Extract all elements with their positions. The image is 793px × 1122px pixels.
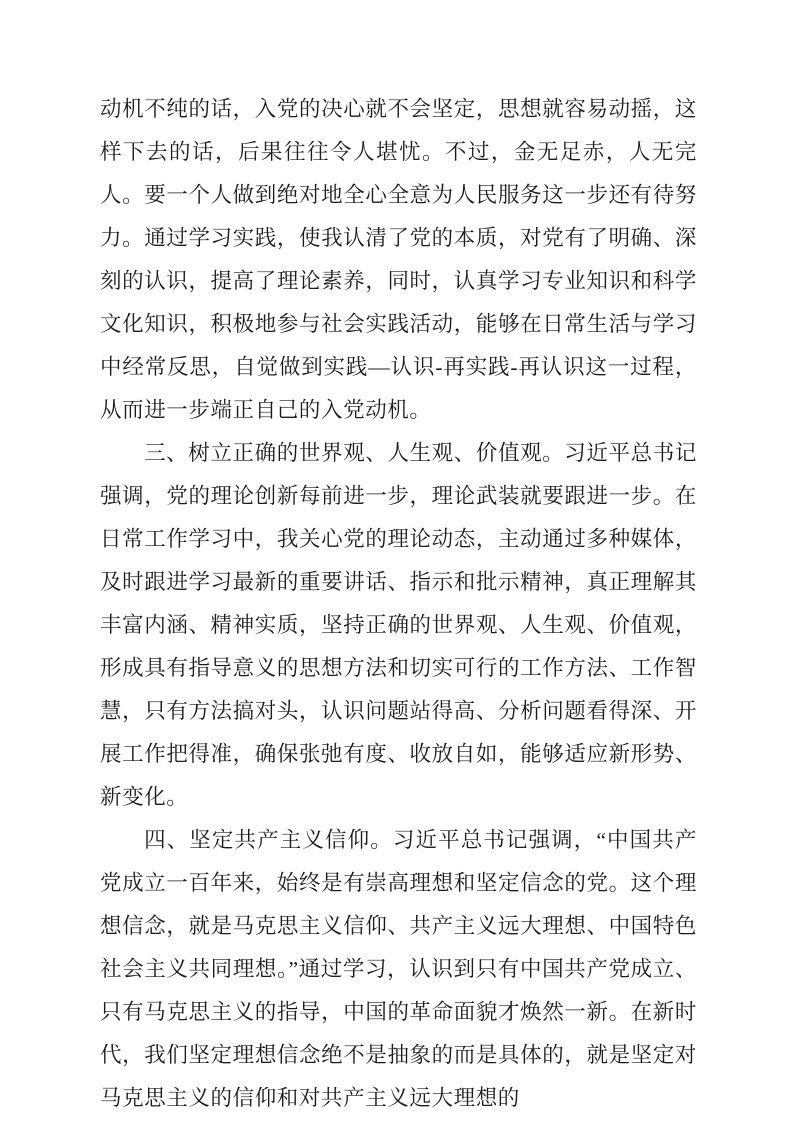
paragraph-continued: 动机不纯的话，入党的决心就不会坚定，思想就容易动摇，这样下去的话，后果往往令人堪忧。不过，金无足赤，人无完人。要一个人做到绝对地全心全意为人民服务这一步还有待努力。通过学习实践，使我认清了党的本质，对党有了明确、深刻的认识，提高了理论素养，同时，认真学习专业知识和科学文化知识，积极地参与社会实践活动，能够在日常生活与学习中经常反思，自觉做到实践—认识-再实践-再认识这一过程，从而进一步端正自己的入党动机。 [100, 97, 697, 422]
document-body [100, 88, 697, 1120]
paragraph-section-three: 三、树立正确的世界观、人生观、价值观。习近平总书记强调，党的理论创新每前进一步，理论武装就要跟进一步。在日常工作学习中，我关心党的理论动态，主动通过多种媒体，及时跟进学习最新的重要讲话、指示和批示精神，真正理解其丰富内涵、精神实质，坚持正确的世界观、人生观、价值观，形成具有指导意义的思想方法和切实可行的工作方法、工作智慧，只有方法搞对头，认识问题站得高、分析问题看得深、开展工作把得准，确保张弛有度、收放自如，能够适应新形势、新变化。 [100, 441, 697, 809]
paragraph-section-four: 四、坚定共产主义信仰。习近平总书记强调，“中国共产党成立一百年来，始终是有崇高理想和坚定信念的党。这个理想信念，就是马克思主义信仰、共产主义远大理想、中国特色社会主义共同理想。”通过学习，认识到只有中国共产党成立、只有马克思主义的指导，中国的革命面貌才焕然一新。在新时代，我们坚定理想信念绝不是抽象的而是具体的，就是坚定对马克思主义的信仰和对共产主义远大理想的 [100, 828, 697, 1110]
